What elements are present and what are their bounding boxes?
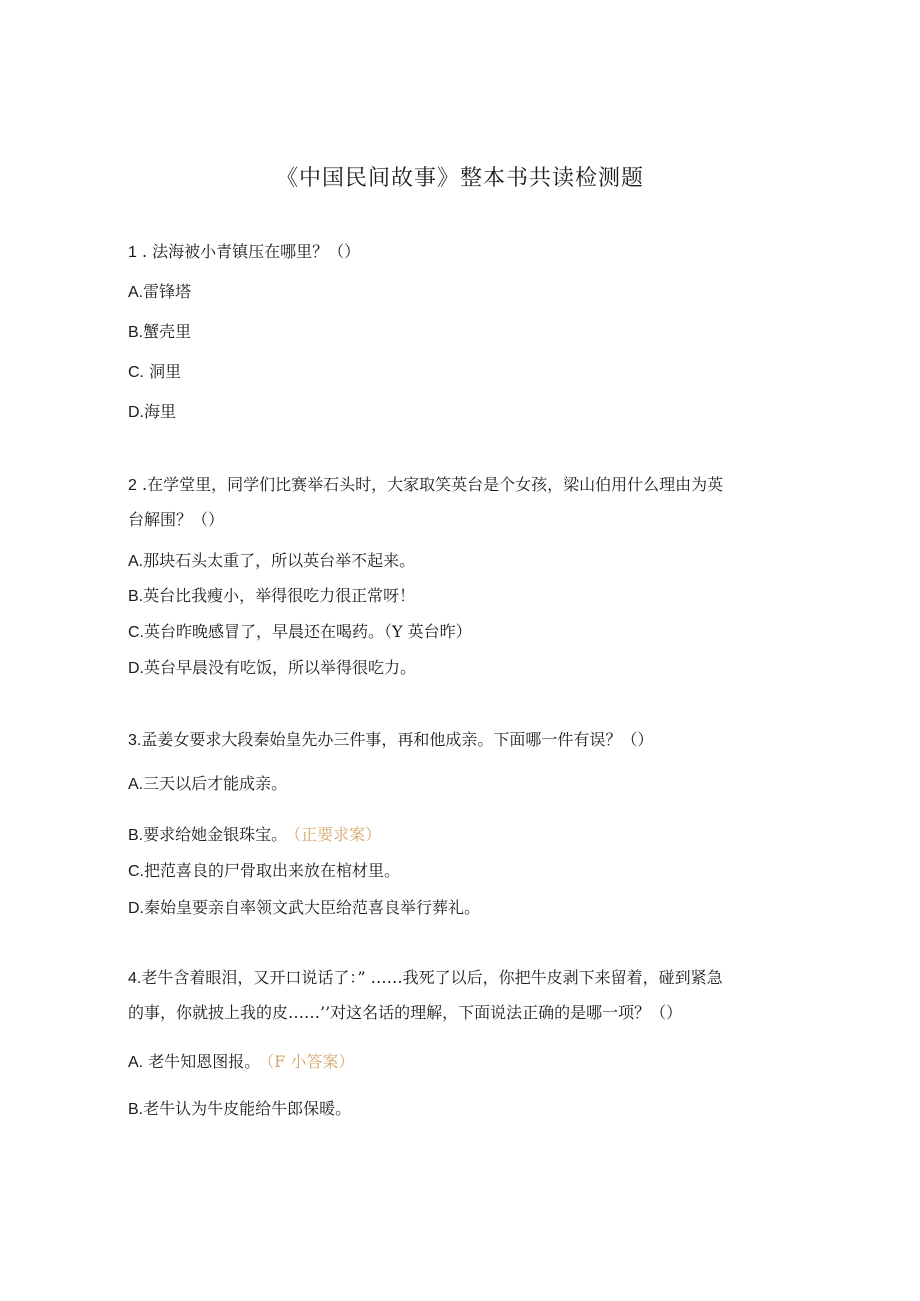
- option-text: 要求给她金银珠宝。: [143, 825, 288, 844]
- question-number: 4.: [128, 970, 142, 987]
- option-text: 海里: [144, 402, 177, 421]
- option-text: 洞里: [144, 362, 182, 381]
- question-3-option-c: [128, 860, 400, 883]
- question-1-option-b: [128, 321, 191, 344]
- handwritten-annotation: （正要求案）: [293, 825, 382, 844]
- option-text: 把范喜良的尸骨取出来放在棺材里。: [144, 861, 401, 880]
- question-1-option-d: [128, 401, 176, 424]
- question-3-stem: [128, 729, 653, 752]
- question-1-option-c: [128, 361, 181, 384]
- option-letter: B.: [128, 588, 144, 605]
- option-text: 英台比我瘦小，举得很吃力很正常呀！: [143, 586, 416, 605]
- option-text: 英台昨晚感冒了，早晨还在喝药。（Y 英台昨）: [144, 622, 472, 641]
- option-text: 老牛认为牛皮能给牛郎保暖。: [143, 1099, 352, 1118]
- handwritten-annotation: （F 小答案）: [266, 1052, 355, 1071]
- option-letter: C.: [128, 863, 144, 880]
- question-number: 3.: [128, 732, 142, 749]
- question-2-option-c: [128, 621, 472, 644]
- question-1-option-a: [128, 281, 191, 304]
- option-text: 雷锋塔: [143, 282, 192, 301]
- question-4-option-b: [128, 1098, 351, 1121]
- question-number: 1: [128, 244, 137, 261]
- question-text: 的事，你就披上我的皮……’’对这名话的理解，下面说法正确的是哪一项？（）: [128, 1003, 683, 1022]
- option-text: 那块石头太重了，所以英台举不起来。: [143, 551, 416, 570]
- question-4-option-a: [128, 1051, 354, 1074]
- question-4-stem-line-2: [128, 1002, 682, 1024]
- option-text: 老牛知恩图报。: [143, 1052, 261, 1071]
- question-2-option-b: [128, 585, 415, 608]
- option-letter: B.: [128, 1101, 144, 1118]
- question-text: .在学堂里，同学们比赛举石头时，大家取笑英台是个女孩，梁山伯用什么理由为英: [136, 475, 724, 494]
- option-letter: A.: [128, 776, 144, 793]
- question-text: 老牛含着眼泪，又开口说话了：” ……我死了以后，你把牛皮剥下来留着，碰到紧急: [141, 968, 723, 987]
- question-3-option-b: [128, 824, 381, 847]
- option-text: 秦始皇要亲自率领文武大臣给范喜良举行葬礼。: [144, 898, 481, 917]
- question-3-option-d: [128, 897, 480, 920]
- question-text: 孟姜女要求大段秦始皇先办三件事，再和他成亲。下面哪一件有误？（）: [141, 730, 654, 749]
- question-4-stem-line-1: [128, 967, 723, 990]
- option-text: 英台早晨没有吃饭，所以举得很吃力。: [144, 658, 417, 677]
- question-2-stem-line-1: [128, 474, 723, 497]
- option-text: 三天以后才能成亲。: [143, 774, 288, 793]
- option-text: 蟹壳里: [143, 322, 192, 341]
- option-letter: D.: [128, 404, 144, 421]
- question-number: 2: [128, 477, 137, 494]
- document-title: 《中国民间故事》整本书共读检测题: [275, 166, 644, 191]
- option-letter: A.: [128, 1054, 144, 1071]
- question-2-stem-line-2: [128, 509, 224, 531]
- option-letter: C.: [128, 624, 144, 641]
- option-letter: D.: [128, 900, 144, 917]
- option-letter: A.: [128, 553, 144, 570]
- option-letter: D.: [128, 660, 144, 677]
- question-text: . 法海被小青镇压在哪里？（）: [136, 242, 361, 261]
- question-3-option-a: [128, 773, 287, 796]
- question-2-option-d: [128, 657, 416, 680]
- option-letter: B.: [128, 324, 144, 341]
- option-letter: C.: [128, 364, 144, 381]
- option-letter: A.: [128, 284, 144, 301]
- question-2-option-a: [128, 550, 415, 573]
- question-text: 台解围？（）: [128, 510, 225, 529]
- question-1-stem: [128, 241, 360, 264]
- option-letter: B.: [128, 827, 144, 844]
